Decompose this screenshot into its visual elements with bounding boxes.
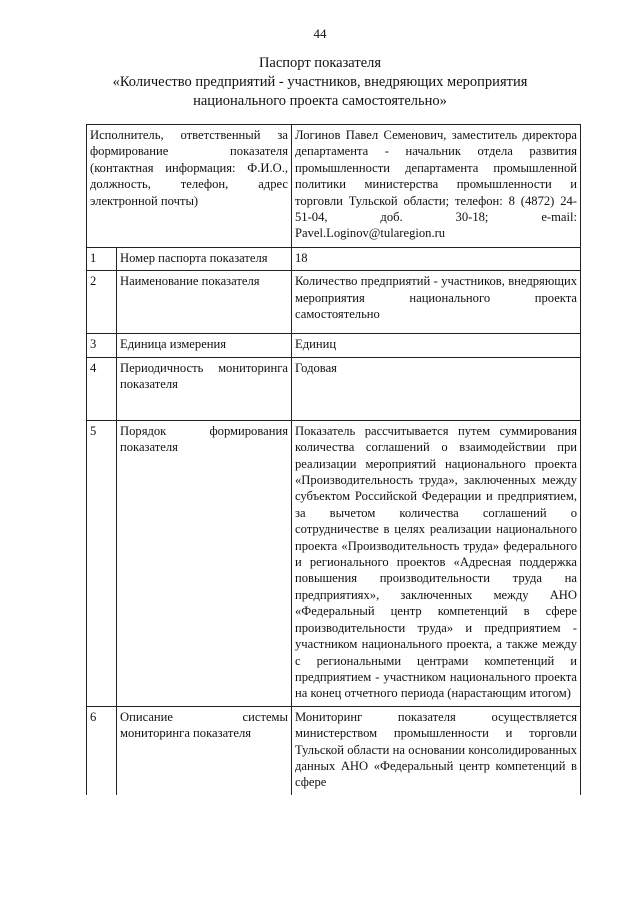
table-row-executor — [87, 125, 581, 248]
row-value: Количество предприятий - участников, внедряющих мероприятия национального проекта самостоятельно — [292, 271, 581, 334]
table-row — [87, 420, 581, 706]
row-number: 6 — [87, 706, 117, 795]
row-number: 4 — [87, 357, 117, 420]
executor-label: Исполнитель, ответственный за формирование показателя (контактная информация: Ф.И.О., должность, телефон, адрес электронной почты) — [87, 125, 292, 248]
row-value: Единиц — [292, 334, 581, 357]
row-value: Мониторинг показателя осуществляется министерством промышленности и торговли Тульской области на основании консолидированных данных АНО «Федеральный центр компетенций в сфере — [292, 706, 581, 795]
table-row — [87, 357, 581, 420]
document-title — [0, 54, 640, 111]
table-row — [87, 248, 581, 271]
row-number: 3 — [87, 334, 117, 357]
row-label: Наименование показателя — [117, 271, 292, 334]
row-value: Показатель рассчитывается путем суммирования количества соглашений о взаимодействии при реализации мероприятий национального проекта «Производительность труда», заключенных между субъектом Российской Федерации и предприятием, за вычетом количества соглашений о сотрудничестве в целях реализации национального проекта «Производительность труда» федерального и регионального проектов «Адресная поддержка повышения производительности труда на предприятиях», заключенных между АНО «Федеральный центр компетенций в сфере производительности труда» и предприятием - участником национального проекта, а также между с региональными центрами компетенций и предприятием - участником национального проекта на конец отчетного периода (нарастающим итогом) — [292, 420, 581, 706]
row-number: 2 — [87, 271, 117, 334]
table-row — [87, 706, 581, 795]
page-number: 44 — [313, 26, 327, 41]
executor-value: Логинов Павел Семенович, заместитель директора департамента - начальник отдела развития промышленности департамента промышленной политики министерства промышленности и торговли Тульской области; телефон: 8 (4872) 24-51-04, доб. 30-18; e-mail: Pavel.Loginov@tularegion.ru — [292, 125, 581, 248]
row-value: Годовая — [292, 357, 581, 420]
row-label: Порядок формирования показателя — [117, 420, 292, 706]
row-label: Описание системы мониторинга показателя — [117, 706, 292, 795]
title-line-2: «Количество предприятий - участников, внедряющих мероприятия — [112, 74, 528, 90]
indicator-passport-table — [86, 124, 581, 795]
title-line-3: национального проекта самостоятельно» — [193, 93, 447, 109]
row-label: Единица измерения — [117, 334, 292, 357]
table-row — [87, 271, 581, 334]
title-line-1: Паспорт показателя — [258, 55, 382, 71]
row-label: Периодичность мониторинга показателя — [117, 357, 292, 420]
row-number: 1 — [87, 248, 117, 271]
row-label: Номер паспорта показателя — [117, 248, 292, 271]
table-row — [87, 334, 581, 357]
row-number: 5 — [87, 420, 117, 706]
row-value: 18 — [292, 248, 581, 271]
